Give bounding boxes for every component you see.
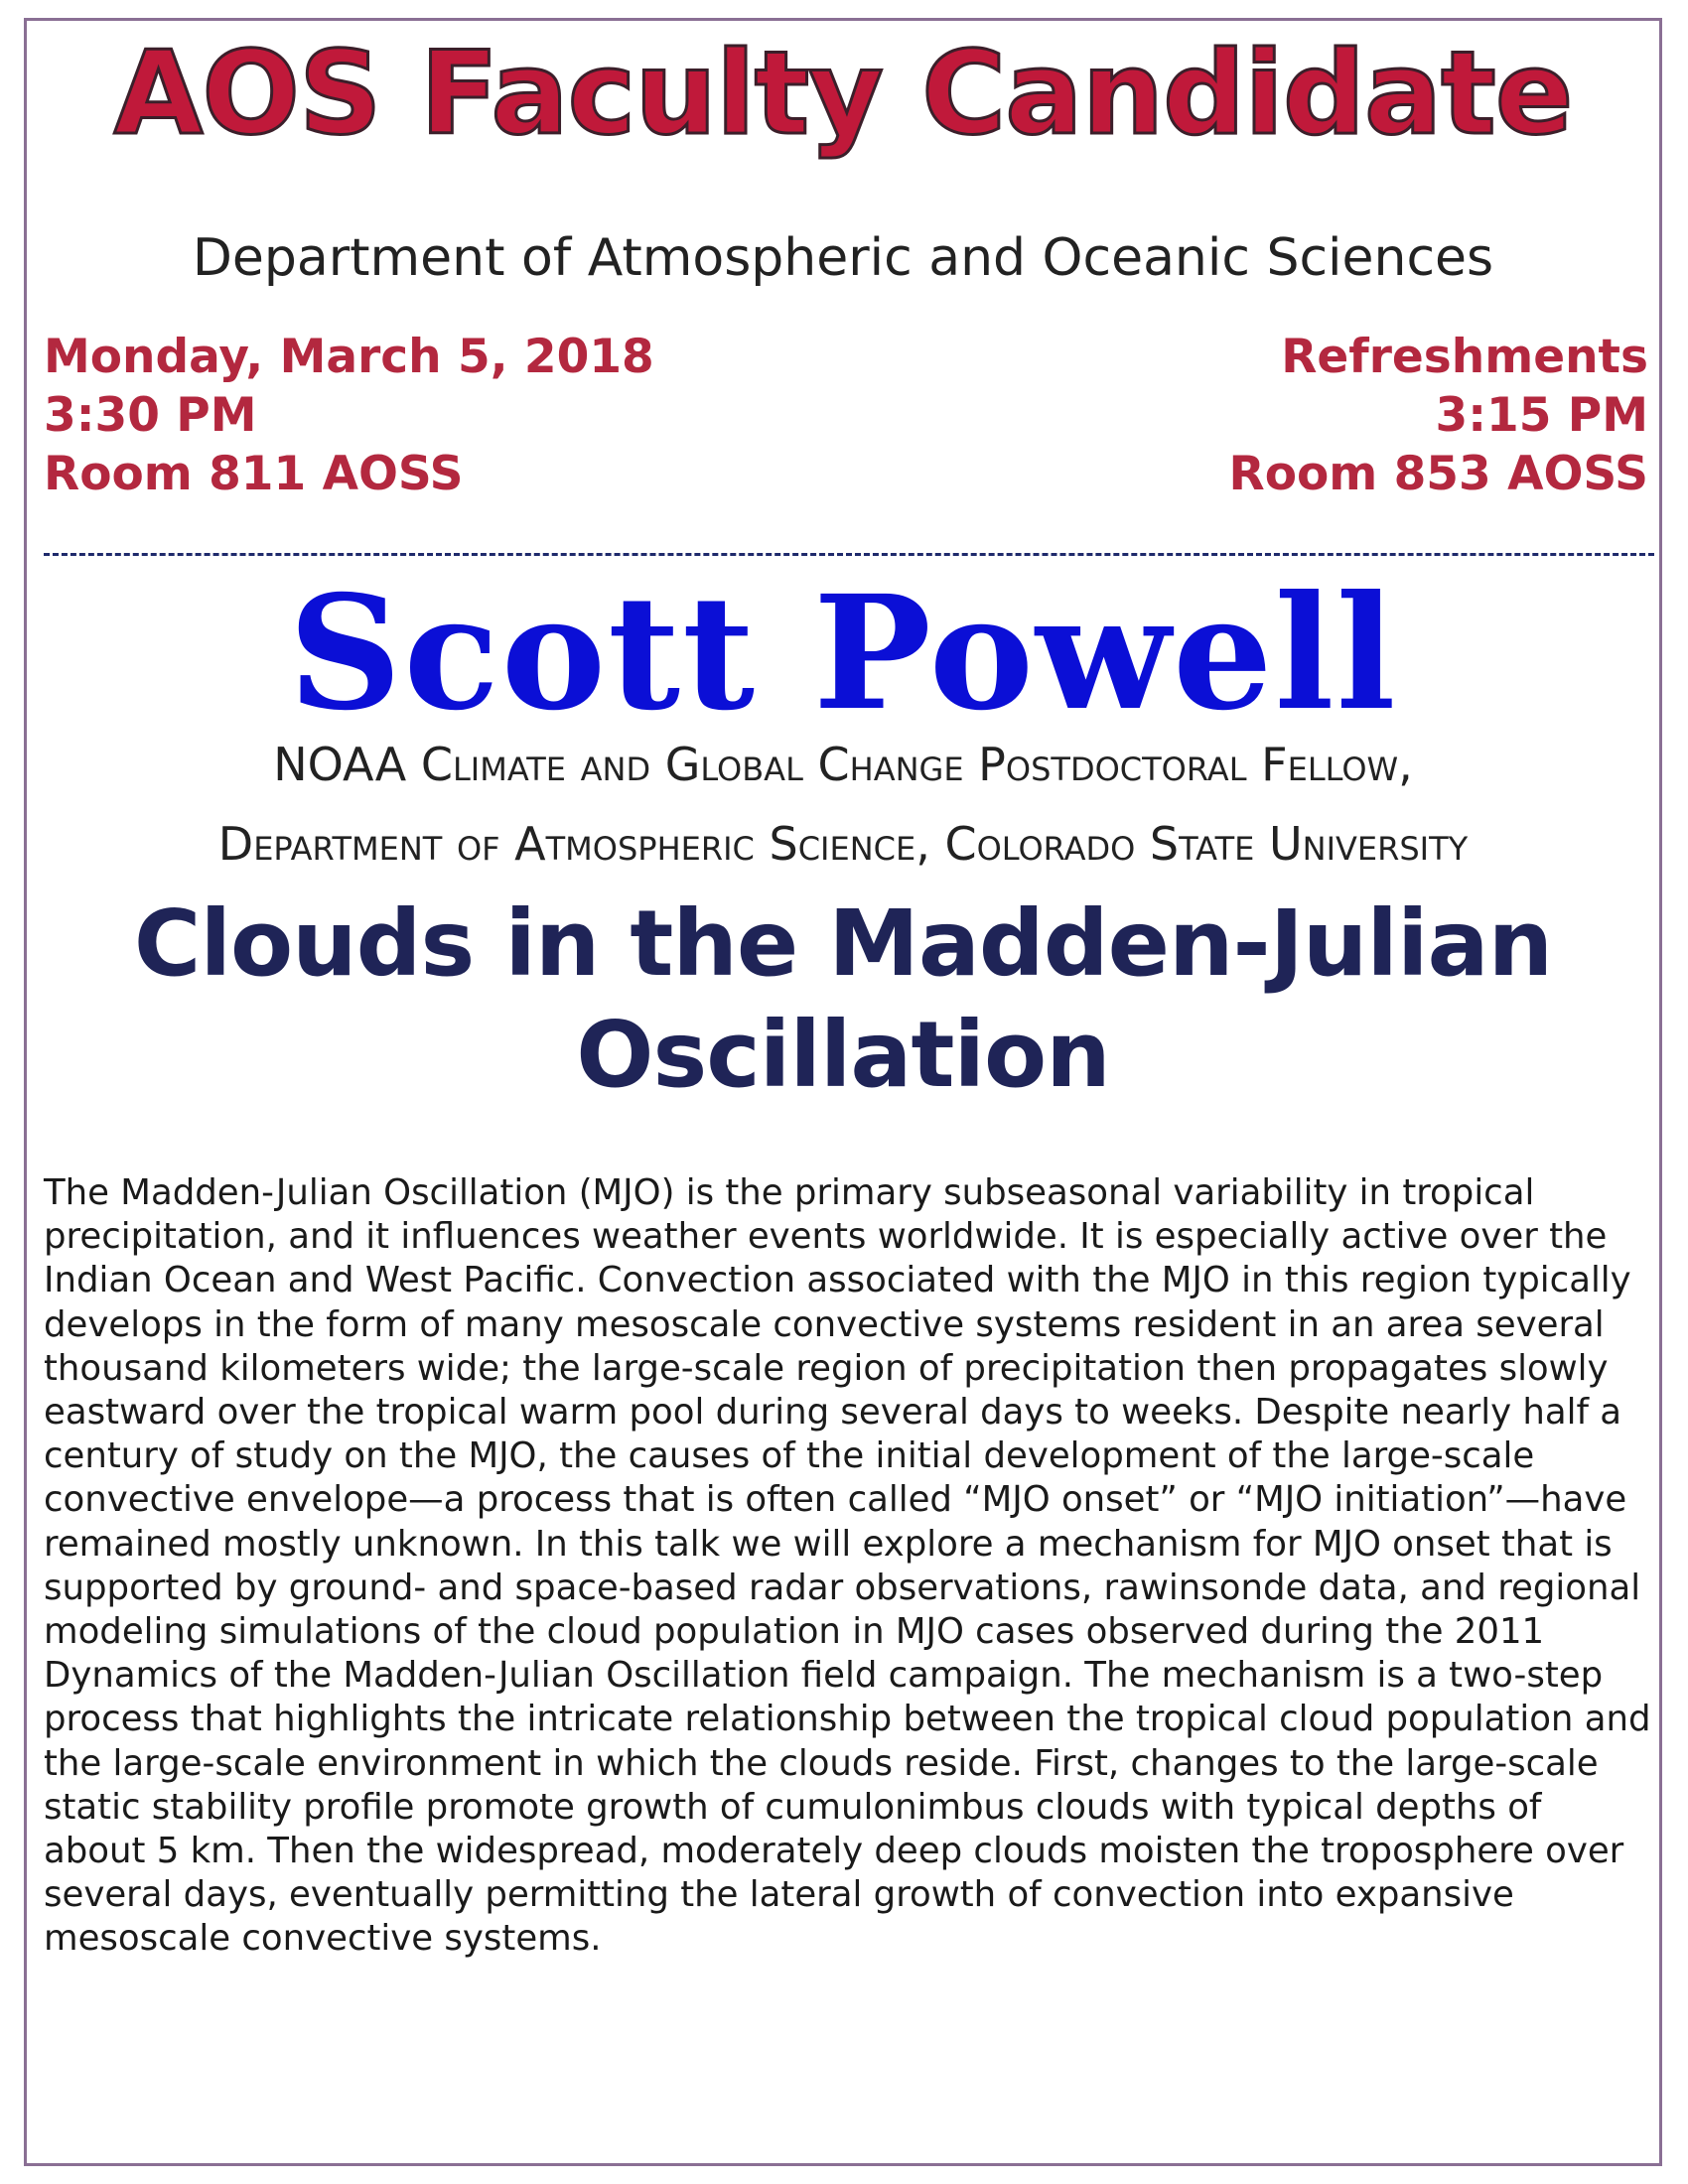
refreshments-room: Room 853 AOSS: [1228, 447, 1648, 501]
event-room: Room 811 AOSS: [44, 447, 464, 501]
dashed-divider: [44, 553, 1654, 556]
talk-title: [24, 888, 1662, 1111]
speaker-name: Scott Powell: [288, 562, 1398, 746]
refreshments-time: 3:15 PM: [1435, 388, 1648, 443]
poster-title: AOS Faculty Candidate: [113, 27, 1573, 161]
refreshments-details: [1229, 328, 1649, 503]
event-details: [44, 328, 654, 503]
refreshments-label: Refreshments: [1281, 330, 1648, 384]
talk-title-line2: Oscillation: [576, 1002, 1110, 1108]
talk-abstract: The Madden-Julian Oscillation (MJO) is the primary subseasonal variability in tropical precipitation, and it influences weather events worldwide. It is especially active over the Indian Ocean and West Pacific. Convection associated with the MJO in this region typically develops in the form of many mesoscale convective systems resident in an area several thousand kilometers wide; the large-scale region of precipitation then propagates slowly eastward over the tropical warm pool during several days to weeks. Despite nearly half a century of study on the MJO, the causes of the initial development of the large-scale convective envelope—a process that is often called “MJO onset” or “MJO initiation”—have remained mostly unknown. In this talk we will explore a mechanism for MJO onset that is supported by ground- and space-based radar observations, rawinsonde data, and regional modeling simulations of the cloud population in MJO cases observed during the 2011 Dynamics of the Madden-Julian Oscillation field campaign. The mechanism is a two-step process that highlights the intricate relationship between the tropical cloud population and the large-scale environment in which the clouds reside. First, changes to the large-scale static stability profile promote growth of cumulonimbus clouds with typical depths of about 5 km. Then the widespread, moderately deep clouds moisten the troposphere over several days, eventually permitting the lateral growth of convection into expansive mesoscale convective systems.: [44, 1172, 1651, 1960]
event-date: Monday, March 5, 2018: [44, 330, 654, 384]
talk-title-line1: Clouds in the Madden-Julian: [133, 890, 1553, 997]
event-time: 3:30 PM: [44, 388, 257, 443]
speaker-affiliation-line1: NOAA Climate and Global Change Postdoctoral Fellow,: [273, 738, 1413, 791]
department-name: Department of Atmospheric and Oceanic Sciences: [192, 228, 1494, 288]
speaker-affiliation-line2: Department of Atmospheric Science, Colorado State University: [217, 817, 1469, 871]
